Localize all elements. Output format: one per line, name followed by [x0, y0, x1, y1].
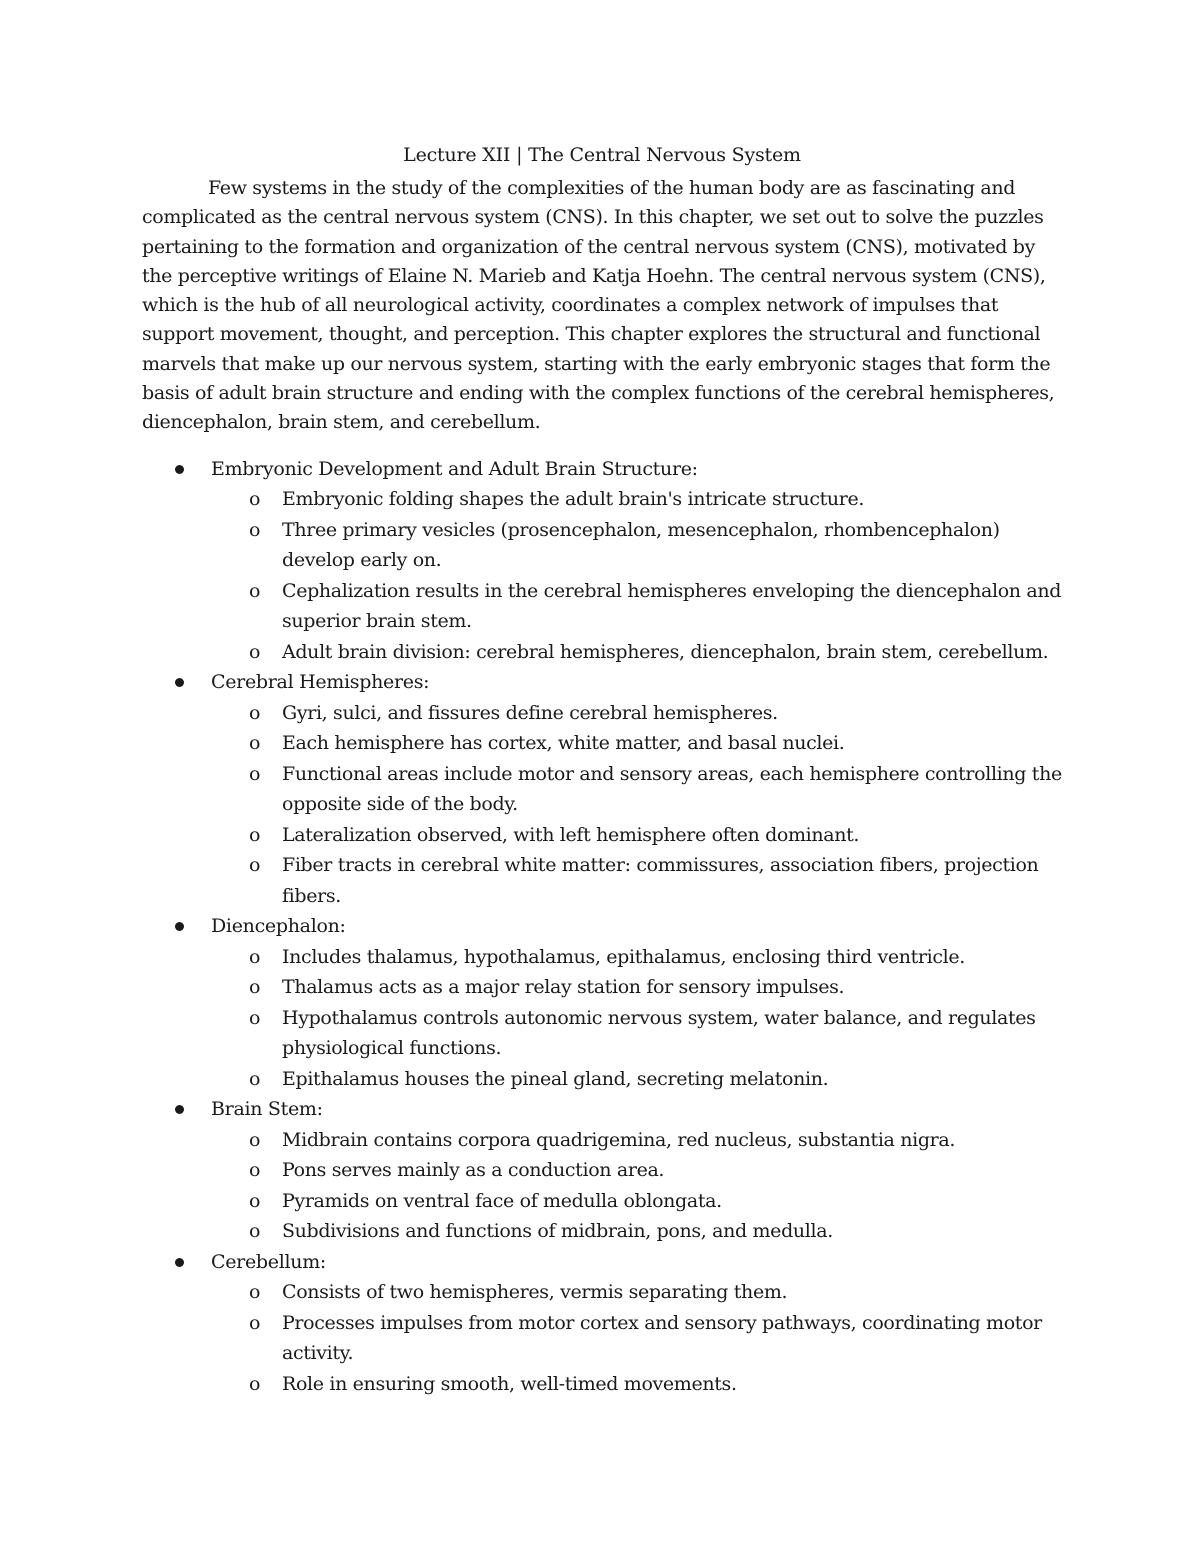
list-item: [211, 1155, 1062, 1186]
sub-bullet-marker: o: [249, 1311, 261, 1334]
sub-bullet-marker: o: [249, 518, 261, 541]
list-item-text: Midbrain contains corpora quadrigemina, red nucleus, substantia nigra.: [282, 1128, 956, 1151]
sub-bullet-marker: o: [249, 854, 261, 877]
section-item: [142, 911, 1062, 1094]
list-item-text: Pons serves mainly as a conduction area.: [282, 1159, 665, 1182]
list-item: [211, 850, 1062, 911]
sub-bullet-marker: o: [249, 488, 261, 511]
sub-bullet-marker: o: [249, 579, 261, 602]
list-item: [211, 972, 1062, 1003]
list-item-text: Subdivisions and functions of midbrain, pons, and medulla.: [282, 1220, 833, 1243]
list-item: [211, 1277, 1062, 1308]
bullet-dot-icon: [175, 922, 184, 931]
list-item: [211, 820, 1062, 851]
list-item: [211, 576, 1062, 637]
list-item: [211, 1125, 1062, 1156]
list-item-text: Consists of two hemispheres, vermis separating them.: [282, 1281, 788, 1304]
list-item: [211, 942, 1062, 973]
list-item-text: Role in ensuring smooth, well-timed movements.: [282, 1372, 737, 1395]
list-item-text: Includes thalamus, hypothalamus, epithalamus, enclosing third ventricle.: [282, 945, 965, 968]
list-item-text: Functional areas include motor and sensory areas, each hemisphere controlling the opposite side of the body.: [282, 762, 1062, 816]
list-item: [211, 1186, 1062, 1217]
document-page: [142, 140, 1062, 1399]
sub-point-list: [211, 1125, 1062, 1247]
sub-bullet-marker: o: [249, 640, 261, 663]
list-item-text: Cephalization results in the cerebral hemispheres enveloping the diencephalon and superior brain stem.: [282, 579, 1062, 633]
list-item: [211, 1064, 1062, 1095]
sub-bullet-marker: o: [249, 1159, 261, 1182]
list-item-text: Epithalamus houses the pineal gland, secreting melatonin.: [282, 1067, 829, 1090]
sub-bullet-marker: o: [249, 823, 261, 846]
list-item: [211, 637, 1062, 668]
list-item-text: Processes impulses from motor cortex and sensory pathways, coordinating motor activity.: [282, 1311, 1042, 1365]
section-heading: Brain Stem:: [211, 1098, 323, 1121]
section-item: [142, 667, 1062, 911]
sub-bullet-marker: o: [249, 732, 261, 755]
section-list: [142, 454, 1062, 1400]
list-item-text: Hypothalamus controls autonomic nervous system, water balance, and regulates physiological functions.: [282, 1006, 1036, 1060]
list-item: [211, 1308, 1062, 1369]
section-item: [142, 1094, 1062, 1247]
section-item: [142, 454, 1062, 668]
list-item: [211, 759, 1062, 820]
list-item-text: Lateralization observed, with left hemisphere often dominant.: [282, 823, 860, 846]
sub-point-list: [211, 942, 1062, 1095]
bullet-dot-icon: [175, 1105, 184, 1114]
sub-bullet-marker: o: [249, 1128, 261, 1151]
document-title: Lecture XII | The Central Nervous System: [403, 144, 801, 166]
sub-point-list: [211, 484, 1062, 667]
section-heading: Cerebellum:: [211, 1250, 327, 1273]
sub-bullet-marker: o: [249, 1067, 261, 1090]
list-item-text: Each hemisphere has cortex, white matter, and basal nuclei.: [282, 732, 845, 755]
list-item-text: Embryonic folding shapes the adult brain's intricate structure.: [282, 488, 865, 511]
list-item: [211, 698, 1062, 729]
section-heading: Diencephalon:: [211, 915, 346, 938]
sub-bullet-marker: o: [249, 945, 261, 968]
list-item-text: Thalamus acts as a major relay station for sensory impulses.: [282, 976, 845, 999]
section-heading: Embryonic Development and Adult Brain Structure:: [211, 457, 698, 480]
sub-bullet-marker: o: [249, 976, 261, 999]
section-heading: Cerebral Hemispheres:: [211, 671, 430, 694]
list-item: [211, 1216, 1062, 1247]
intro-paragraph: Few systems in the study of the complexities of the human body are as fascinating and complicated as the central nervous system (CNS). In this chapter, we set out to solve the puzzles pertaining to the formation and organization of the central nervous system (CNS), motivated by the perceptive writings of Elaine N. Marieb and Katja Hoehn. The central nervous system (CNS), which is the hub of all neurological activity, coordinates a complex network of impulses that support movement, thought, and perception. This chapter explores the structural and functional marvels that make up our nervous system, starting with the early embryonic stages that form the basis of adult brain structure and ending with the complex functions of the cerebral hemispheres, diencephalon, brain stem, and cerebellum.: [142, 177, 1055, 434]
sub-bullet-marker: o: [249, 1006, 261, 1029]
sub-bullet-marker: o: [249, 1372, 261, 1395]
sub-bullet-marker: o: [249, 1220, 261, 1243]
list-item: [211, 728, 1062, 759]
list-item: [211, 484, 1062, 515]
sub-bullet-marker: o: [249, 1281, 261, 1304]
list-item: [211, 515, 1062, 576]
list-item-text: Pyramids on ventral face of medulla oblongata.: [282, 1189, 722, 1212]
sub-point-list: [211, 1277, 1062, 1399]
list-item-text: Adult brain division: cerebral hemispheres, diencephalon, brain stem, cerebellum.: [282, 640, 1049, 663]
list-item-text: Fiber tracts in cerebral white matter: commissures, association fibers, projection fibers.: [282, 854, 1039, 907]
section-item: [142, 1247, 1062, 1400]
bullet-dot-icon: [175, 465, 184, 474]
list-item: [211, 1369, 1062, 1400]
sub-bullet-marker: o: [249, 762, 261, 785]
list-item: [211, 1003, 1062, 1064]
sub-bullet-marker: o: [249, 701, 261, 724]
list-item-text: Gyri, sulci, and fissures define cerebral hemispheres.: [282, 701, 778, 724]
sub-point-list: [211, 698, 1062, 912]
bullet-dot-icon: [175, 678, 184, 687]
list-item-text: Three primary vesicles (prosencephalon, mesencephalon, rhombencephalon) develop early on.: [282, 518, 1000, 572]
sub-bullet-marker: o: [249, 1189, 261, 1212]
bullet-dot-icon: [175, 1258, 184, 1267]
